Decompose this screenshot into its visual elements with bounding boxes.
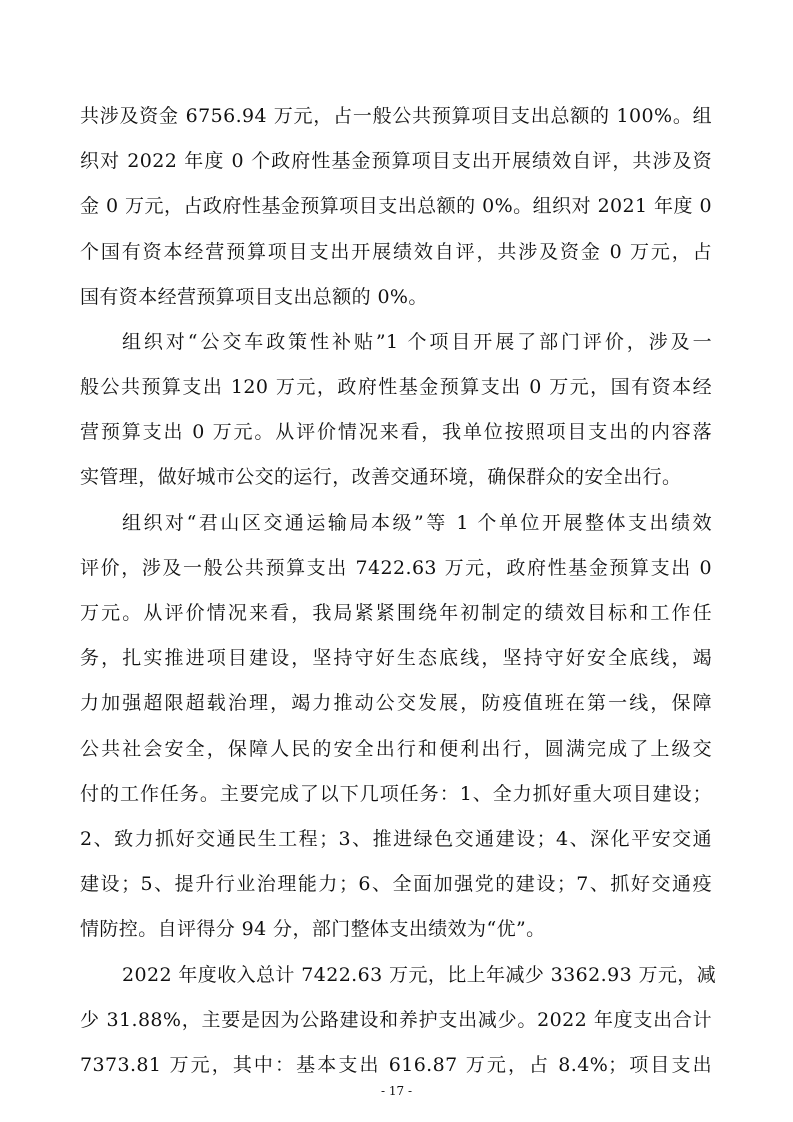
- paragraph-3-line-10: 情防控。自评得分 94 分，部门整体支出绩效为“优”。: [80, 918, 546, 940]
- page-number: - 17 -: [380, 1084, 412, 1098]
- paragraph-1-line-4: 个国有资本经营预算项目支出开展绩效自评，共涉及资金 0 万元，占: [80, 241, 712, 263]
- paragraph-3-line-4: 务，扎实推进项目建设，坚持守好生态底线，坚持守好安全底线，竭: [80, 647, 712, 669]
- paragraph-3-line-7: 付的工作任务。主要完成了以下几项任务：1、全力抓好重大项目建设；: [80, 783, 712, 805]
- paragraph-2-line-2: 般公共预算支出 120 万元，政府性基金预算支出 0 万元，国有资本经: [80, 376, 712, 398]
- paragraph-2-line-4: 实管理，做好城市公交的运行，改善交通环境，确保群众的安全出行。: [80, 466, 682, 488]
- paragraph-3-line-6: 公共社会安全，保障人民的安全出行和便利出行，圆满完成了上级交: [80, 738, 712, 760]
- paragraph-3-line-5: 力加强超限超载治理，竭力推动公交发展，防疫值班在第一线，保障: [80, 692, 712, 714]
- paragraph-4-line-2: 少 31.88%，主要是因为公路建设和养护支出减少。2022 年度支出合计: [80, 1009, 712, 1031]
- paragraph-3-line-1: 组织对“君山区交通运输局本级”等 1 个单位开展整体支出绩效: [122, 512, 712, 534]
- paragraph-4-line-3: 7373.81 万元，其中：基本支出 616.87 万元，占 8.4%；项目支出: [80, 1054, 712, 1076]
- paragraph-3-line-2: 评价，涉及一般公共预算支出 7422.63 万元，政府性基金预算支出 0: [80, 557, 712, 579]
- paragraph-4-line-1: 2022 年度收入总计 7422.63 万元，比上年减少 3362.93 万元，减: [122, 964, 717, 986]
- paragraph-1-line-1: 共涉及资金 6756.94 万元，占一般公共预算项目支出总额的 100%。组: [80, 105, 712, 127]
- paragraph-1-line-3: 金 0 万元，占政府性基金预算项目支出总额的 0%。组织对 2021 年度 0: [80, 195, 712, 217]
- paragraph-3-line-3: 万元。从评价情况来看，我局紧紧围绕年初制定的绩效目标和工作任: [80, 602, 712, 624]
- paragraph-2-line-3: 营预算支出 0 万元。从评价情况来看，我单位按照项目支出的内容落: [80, 421, 712, 443]
- paragraph-1-line-2: 织对 2022 年度 0 个政府性基金预算项目支出开展绩效自评，共涉及资: [80, 150, 712, 172]
- paragraph-3-line-9: 建设；5、提升行业治理能力；6、全面加强党的建设；7、抓好交通疫: [80, 873, 712, 895]
- paragraph-3-line-8: 2、致力抓好交通民生工程；3、推进绿色交通建设；4、深化平安交通: [80, 828, 712, 850]
- paragraph-2-line-1: 组织对“公交车政策性补贴”1 个项目开展了部门评价，涉及一: [122, 331, 712, 353]
- paragraph-1-line-5: 国有资本经营预算项目支出总额的 0%。: [80, 286, 428, 308]
